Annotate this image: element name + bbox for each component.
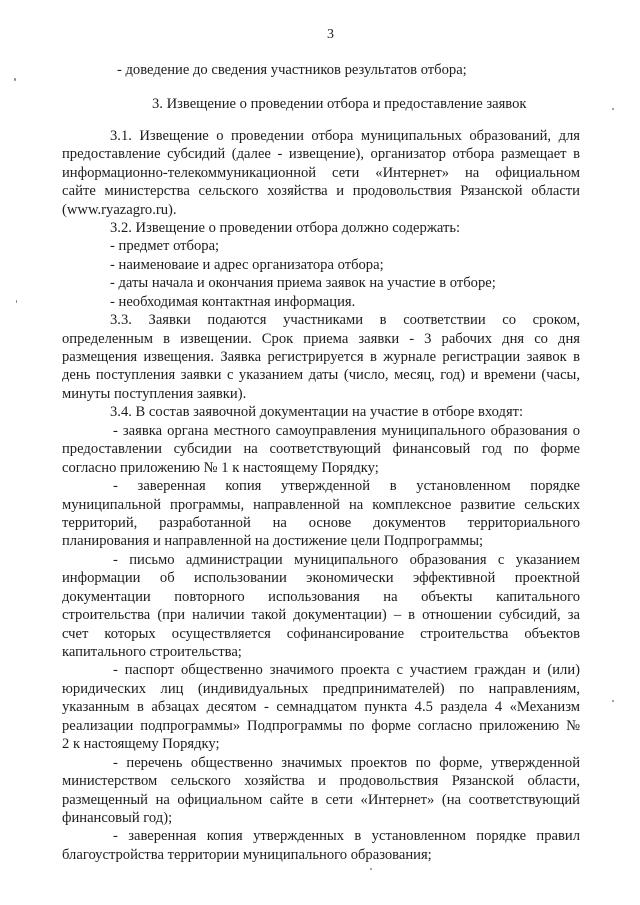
- intro-line: - доведение до сведения участников результатов отбора;: [117, 62, 467, 78]
- text-line: 3.1. Извещение о проведении отбора муниципальных образований, для: [110, 127, 580, 144]
- text-line: размещения извещения. Заявка регистрируется в журнале регистрации заявок в: [62, 349, 580, 366]
- text-line: информации об использовании экономически эффективной проектной: [62, 570, 580, 587]
- text-line: сайте министерства сельского хозяйства и продовольствия Рязанской области: [62, 183, 580, 200]
- text-line: 3.4. В состав заявочной документации на участие в отборе входят:: [110, 404, 524, 421]
- text-line: 3.3. Заявки подаются участниками в соответствии со сроком,: [110, 312, 580, 329]
- list-item: - наименоваие и адрес организатора отбора;: [110, 256, 384, 273]
- text-line: министерством сельского хозяйства и продовольствия Рязанской области,: [62, 773, 580, 790]
- page-number: 3: [327, 27, 334, 42]
- scan-speck: [16, 300, 17, 303]
- text-line: предоставление субсидий (далее - извещение), организатор отбора размещает в: [62, 146, 580, 163]
- list-item: - заверенная копия утвержденных в установленном порядке правил: [113, 828, 580, 845]
- list-item: - письмо администрации муниципального образования с указанием: [113, 551, 580, 568]
- text-line: документации повторного использования на объекты капитального: [62, 588, 580, 605]
- text-line: предоставлении субсидии на соответствующий финансовый год по форме: [62, 441, 580, 458]
- list-item: - заверенная копия утвержденной в установленном порядке: [113, 478, 580, 495]
- section-heading: 3. Извещение о проведении отбора и предоставление заявок: [152, 96, 527, 112]
- list-item: - необходимая контактная информация.: [110, 293, 356, 310]
- text-line: указанным в абзацах десятом - семнадцатом пункта 4.5 раздела 4 «Механизм: [62, 699, 580, 716]
- scan-speck: [370, 868, 372, 870]
- text-line: юридических лиц (индивидуальных предпринимателей) по направлениям,: [62, 680, 580, 697]
- text-line: счет которых осуществляется софинансирование строительства объектов: [62, 625, 580, 642]
- list-item: - даты начала и окончания приема заявок на участие в отборе;: [110, 275, 496, 292]
- text-line: день поступления заявки с указанием даты (число, месяц, год) и времени (часы,: [62, 367, 580, 384]
- list-item: - предмет отбора;: [110, 238, 220, 255]
- text-line: определенным в извещении. Срок приема заявки - 3 рабочих дня со дня: [62, 330, 580, 347]
- text-line: реализации подпрограммы» Подпрограммы по форме согласно приложению №: [62, 717, 580, 734]
- text-line: (www.ryazagro.ru).: [62, 201, 177, 218]
- text-line: минуты поступления заявки).: [62, 385, 247, 402]
- text-line: размещенный на официальном сайте в сети «Интернет» (на соответствующий: [62, 791, 580, 808]
- text-line: планирования и направленной на достижение цели Подпрограммы;: [62, 533, 484, 550]
- text-line: согласно приложению № 1 к настоящему Порядку;: [62, 459, 379, 476]
- text-line: благоустройства территории муниципального образования;: [62, 846, 432, 863]
- list-item: - перечень общественно значимых проектов по форме, утвержденной: [113, 754, 580, 771]
- text-line: территорий, разработанной на основе документов территориального: [62, 514, 580, 531]
- list-item: - заявка органа местного самоуправления муниципального образования о: [113, 422, 580, 439]
- text-line: 2 к настоящему Порядку;: [62, 736, 220, 753]
- text-line: строительства (при наличии такой документации) – в отношении субсидий, за: [62, 607, 580, 624]
- list-item: - паспорт общественно значимого проекта с участием граждан и (или): [113, 662, 580, 679]
- scan-speck: [612, 108, 614, 110]
- text-line: 3.2. Извещение о проведении отбора должно содержать:: [110, 219, 461, 236]
- scan-speck: [14, 78, 16, 81]
- text-line: информационно-телекоммуникационной сети «Интернет» на официальном: [62, 164, 580, 181]
- text-line: муниципальной программы, направленной на комплексное развитие сельских: [62, 496, 580, 513]
- text-line: финансовый год);: [62, 809, 173, 826]
- scan-speck: [612, 700, 614, 702]
- text-line: капитального строительства;: [62, 644, 242, 661]
- document-body: [62, 127, 580, 865]
